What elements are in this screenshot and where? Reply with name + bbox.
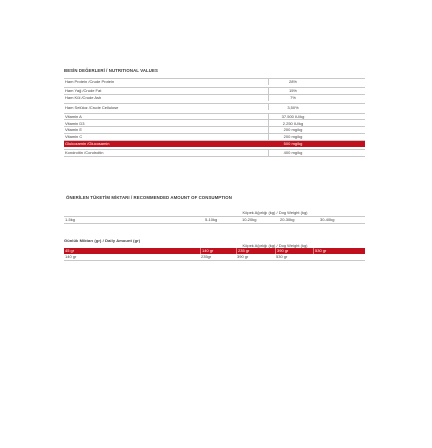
table-row <box>64 78 365 85</box>
nutrient-value: 7% <box>290 95 296 101</box>
amount-cell: 530 gr <box>313 248 351 254</box>
amount-cell: 235gr <box>201 254 212 259</box>
weight-cell: 30-40kg <box>320 217 335 222</box>
amount-cell: 390 gr <box>275 248 313 254</box>
nutrient-value: 28% <box>288 79 297 85</box>
nutrient-label: Ham Kül /Crude Ash <box>65 95 102 101</box>
table-row <box>64 94 365 101</box>
nutrient-label: Ham Selüloz /Crude Cellulose <box>65 104 119 110</box>
table-row-highlighted <box>64 140 365 147</box>
nutrient-value: 200 mg/kg <box>283 127 303 133</box>
amount-cell: 140 gr <box>65 254 77 259</box>
daily-amount-table <box>64 243 365 261</box>
nutrient-value: 200 mg/kg <box>283 134 303 140</box>
nutrient-value: 500 mg/kg <box>283 141 303 147</box>
table-row <box>64 126 365 133</box>
nutrient-label: Kondroitin /Condroitin <box>65 150 104 156</box>
dog-weight-header: Köpek Ağırlığı (kg) / Dog Weight (kg) <box>242 243 308 248</box>
table-row <box>64 113 365 120</box>
nutrient-value: 2.250 IU/kg <box>282 120 304 126</box>
table-row <box>64 149 365 156</box>
amount-cell: 140 gr <box>200 248 236 254</box>
amount-cell: 235 gr <box>236 248 275 254</box>
weight-cell: 20-30kg <box>280 217 295 222</box>
amount-cell: 530 gr <box>276 254 288 259</box>
table-row <box>64 119 365 126</box>
table-row <box>64 87 365 94</box>
nutritional-values-title: BESİN DEĞERLERİ / NUTRITIONAL VALUES <box>64 68 158 73</box>
weight-cell: 5-10kg <box>205 217 218 222</box>
weight-row <box>64 216 365 223</box>
table-bottom-rule <box>64 156 365 157</box>
nutrient-label: Ham Protein /Crude Protein <box>65 79 115 85</box>
nutritional-values-table <box>64 78 365 157</box>
nutrient-label: Vitamin A <box>65 113 82 119</box>
daily-amount-title: Günlük Miktarı (gr) / Daily Amount (gr) <box>64 238 141 243</box>
recommended-amount-title: ÖNERİLEN TÜKETİM MİKTARI / RECOMMENDED AMOUNT OF CONSUMPTION <box>66 195 232 200</box>
dog-weight-table <box>64 210 365 224</box>
nutrient-label: Glukozamin /Glucosamin <box>65 141 110 147</box>
nutrient-value: 400 mg/kg <box>283 150 303 156</box>
table-bottom-rule <box>64 260 365 261</box>
table-bottom-rule <box>64 223 365 224</box>
nutrient-label: Ham Yağ /Crude Fat <box>65 88 102 94</box>
table-row <box>64 133 365 140</box>
nutrient-label: Vitamin C <box>65 134 83 140</box>
nutrient-label: Vitamin E <box>65 127 83 133</box>
amount-row <box>64 254 365 260</box>
dog-weight-header: Köpek Ağırlığı (kg) / Dog Weight (kg) <box>242 210 308 215</box>
weight-cell: 1-5kg <box>65 217 76 222</box>
nutrient-label: Vitamin D3 <box>65 120 85 126</box>
weight-cell: 10-20kg <box>242 217 257 222</box>
table-row <box>64 103 365 110</box>
nutrient-value: 3,50% <box>287 104 299 110</box>
nutrient-value: 15% <box>288 88 297 94</box>
nutrient-value: 37.500 IU/kg <box>281 113 305 119</box>
amount-cell: 390 gr <box>237 254 249 259</box>
amount-cell: 45 gr <box>65 248 75 253</box>
